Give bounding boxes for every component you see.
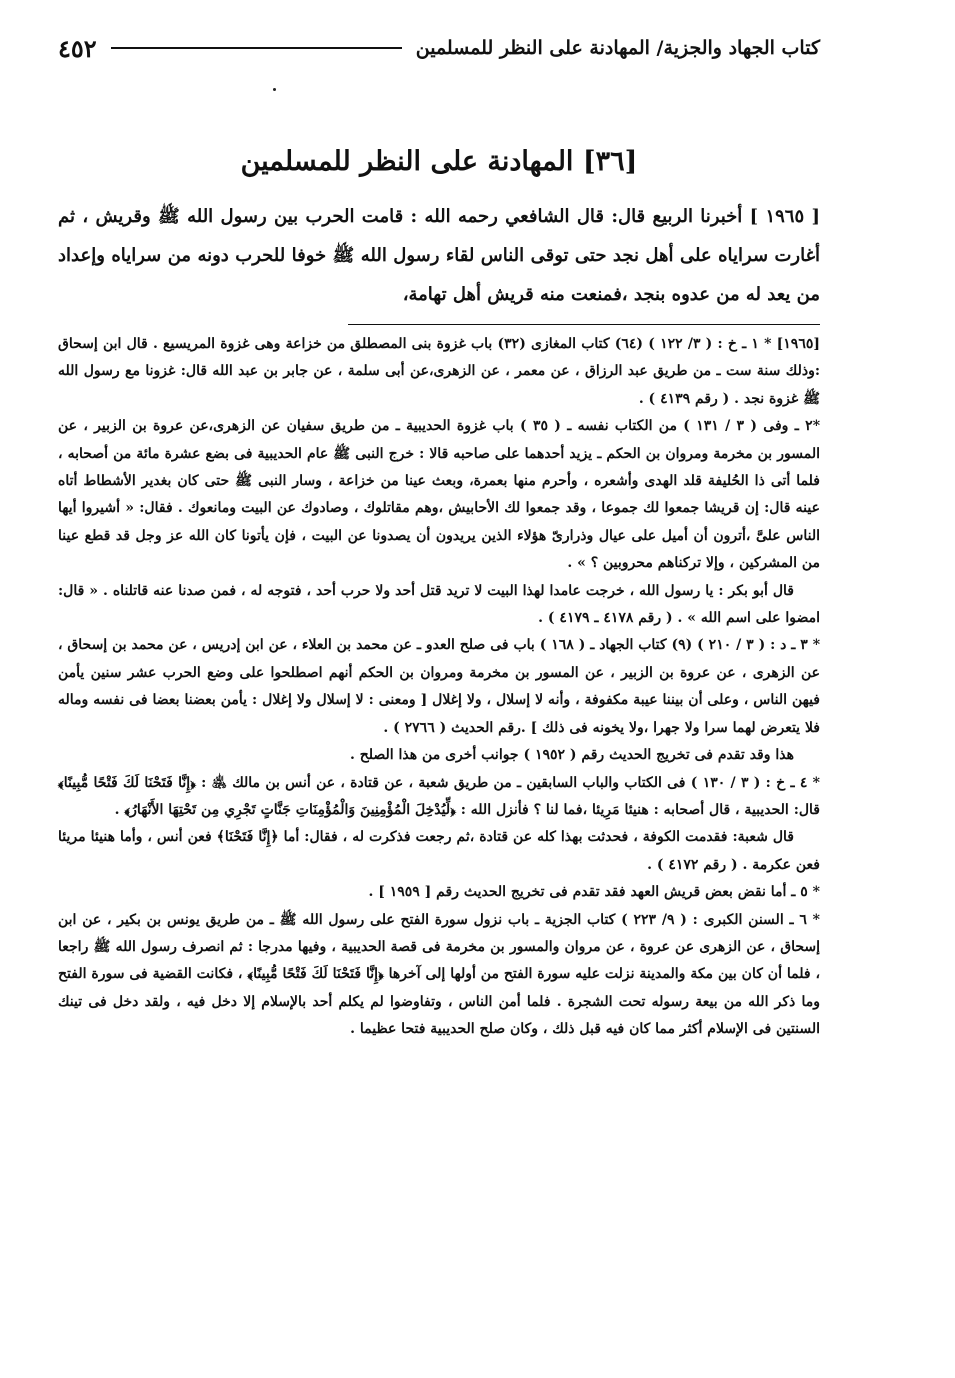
running-head-rule — [111, 47, 402, 49]
running-head — [58, 28, 820, 68]
footnote-paragraph: *٢ ـ وفى ( ٣ / ١٣١ ) من الكتاب نفسه ـ ( ٣٥ ) باب غزوة الحديبية ـ من طريق سفيان عن الزهرى،عن عروة بن الزبير ، عن المسور بن مخرمة ومروان بن الحكم ـ يزيد أحدهما على صاحبه قالا : خرج النبى ﷺ عام الحديبية فى بضع عشرة مائة من أصحابه ، فلما أتى ذا الحُليفة قلد الهدى وأشعره ، وأحرم منها بعمرة، وبعث عينا من خزاعة ، وسار النبى ﷺ حتى كان بغدير الأشطاط أتاه عينه قال: إن قريشا جمعوا لك جموعا ، وقد جمعوا لك الأحابيش ،وهم مقاتلوك ، وصادوك عن البيت ومانعوك . فقال: « أشيروا أيها الناس علىَّ ،أترون أن أميل على عيال وذرارىّ هؤلاء الذين يريدون أن يصدونا عن البيت ، فإن يأتونا كان الله عز وجل قد قطع عينا من المشركين ، وإلا تركناهم محروبين ؟ » . — [58, 418, 821, 572]
hadith-intro: أخبرنا الربيع قال: — [604, 206, 750, 227]
footnote-paragraph: * ٦ ـ السنن الكبرى : ( ٩/ ٢٢٣ ) كتاب الجزية ـ باب نزول سورة الفتح على رسول الله ﷺ ـ من طريق يونس بن بكير ، عن ابن إسحاق ، عن الزهرى عن عروة ، عن مروان والمسور بن مخرمة فى قصة الحديبية ، وفيها مدرجا : ثم انصرف رسول الله ﷺ راجعا ، فلما أن كان بين مكة والمدينة نزلت عليه سورة الفتح من أولها إلى آخرها ﴿إِنَّا فَتَحْنَا لَكَ فَتْحًا مُّبِينًا﴾ ، فكانت القضية فى سورة الفتح وما ذكر الله من بيعة رسوله تحت الشجرة . فلما أمن الناس ، وتفاوضوا لم يكلم أحد بالإسلام إلا دخل فيه ، ولقد دخل فى تينك السنتين فى الإسلام أكثر مما كان فيه قبل ذلك ، وكان صلح الحديبية فتحا عظيما . — [58, 911, 820, 1038]
footnote-paragraph: * ٣ ـ د : ( ٣ / ٢١٠ ) (٩) كتاب الجهاد ـ ( ١٦٨ ) باب فى صلح العدو ـ عن محمد بن العلاء ، عن ابن إدريس ، عن محمد بن إسحاق ، عن الزهرى ، عن عروة بن الزبير ، عن المسور بن مخرمة ومروان بن الحكم أنهم اصطلحوا على وضع الحرب عشر سنين يأمن فيهن الناس ، وعلى أن بيننا عيبة مكفوفة ، وأنه لا إسلال ، ولا إغلال [ ومعنى : لا إسلال ولا إغلال : يأمن بعضنا بعضا فى نفسه وماله فلا يتعرض لهما سرا ولا جهرا ،ولا يخونه فى ذلك ] .رقم الحديث ( ٢٧٦٦ ) . — [58, 637, 821, 736]
stray-dot — [273, 88, 276, 91]
page — [58, 28, 820, 1338]
footnote-paragraph: * ٤ ـ خ : ( ٣ / ١٣٠ ) فى الكتاب والباب السابقين ـ من طريق شعبة ، عن قتادة ، عن أنس بن مالك ﵁ : ﴿إِنَّا فَتَحْنَا لَكَ فَتْحًا مُّبِينًا﴾ قال: الحديبية ، قال أصحابه : هنيئا مَرِيئا ،فما لنا ؟ فأنزل الله : ﴿لِّيُدْخِلَ الْمُؤْمِنِينَ وَالْمُؤْمِنَاتِ جَنَّاتٍ تَجْرِي مِن تَحْتِهَا الأَنْهَارُ﴾ . — [58, 774, 820, 818]
main-text — [58, 197, 820, 314]
footnote-paragraph: [١٩٦٥] * ١ ـ خ : ( ٣/ ١٢٢ ) (٦٤) كتاب المغازى (٣٢) باب غزوة بنى المصطلق من خزاعة وهى غزوة المريسيع . قال ابن إسحاق :وذلك سنة ست ـ من طريق عبد الرزاق ، عن معمر ، عن الزهرى،عن أبى سلمة ، عن جابر بن عبد الله قال: غزونا مع رسول الله ﷺ غزوة نجد . ( رقم ٤١٣٩ ) . — [58, 336, 820, 407]
footnote-paragraph: هذا وقد تقدم فى تخريج الحديث رقم ( ١٩٥٢ ) جوانب أخرى من هذا الصلح . — [349, 747, 794, 764]
footnotes — [58, 331, 820, 1044]
hadith-number: [ ١٩٦٥ ] — [749, 206, 820, 227]
footnote-paragraph: قال أبو بكر : يا رسول الله ، خرجت عامدا لهذا البيت لا تريد قتل أحد ولا حرب أحد ، فتوجه له ، فمن صدنا عنه قاتلناه . « قال: امضوا على اسم الله » . ( رقم ٤١٧٨ ـ ٤١٧٩ ) . — [58, 582, 820, 627]
page-number: ٤٥٢ — [58, 33, 97, 63]
footnote-paragraph: * ٥ ـ أما نقض بعض قريش العهد فقد تقدم فى تخريج الحديث رقم [ ١٩٥٩ ] . — [368, 884, 820, 901]
footnote-paragraph: قال شعبة: فقدمت الكوفة ، فحدثت بهذا كله عن قتادة ،ثم رجعت فذكرت له ، فقال: أما ﴿إِنَّا فَتَحْنَا﴾ فعن أنس ، وأما هنيئا مريئا فعن عكرمة . ( رقم ٤١٧٢ ) . — [58, 829, 820, 873]
footnote-rule — [348, 324, 820, 325]
hadith-body: قامت الحرب بين رسول الله ﷺ وقريش ، ثم أغارت سراياه على أهل نجد حتى توقى الناس لقاء رسول الله ﷺ خوفا للحرب دونه من سراياه وإعداد من يعد له من عدوه بنجد ،فمنعت منه قريش أهل تهامة، — [58, 206, 820, 305]
chapter-title: [٣٦] المهادنة على النظر للمسلمين — [240, 146, 638, 177]
running-head-title: كتاب الجهاد والجزية/ المهادنة على النظر للمسلمين — [415, 37, 820, 59]
hadith-speaker: قال الشافعي رحمه الله : — [403, 206, 605, 227]
